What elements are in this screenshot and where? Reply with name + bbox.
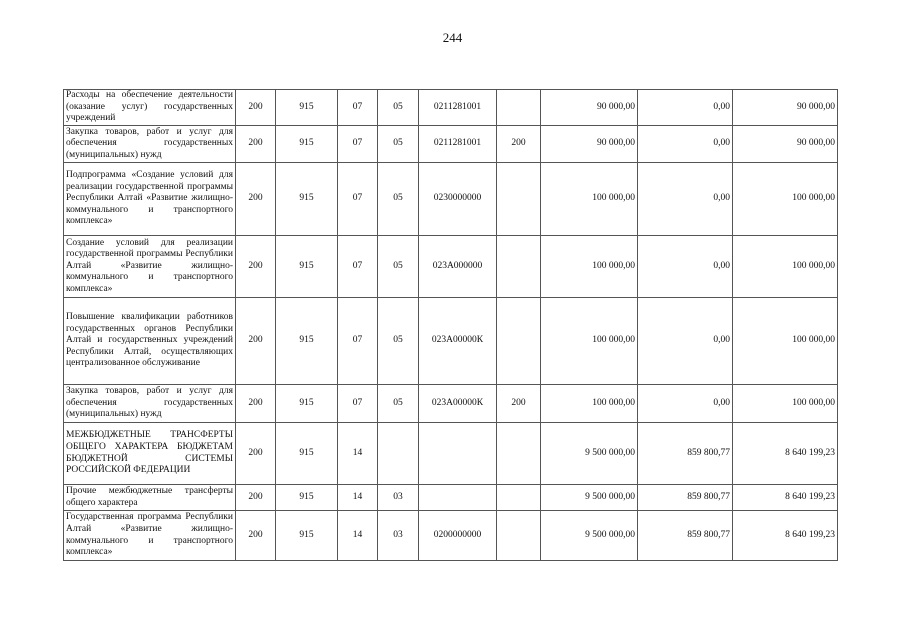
row-name: Расходы на обеспечение деятельности (оказание услуг) государственных учреждений	[64, 90, 236, 126]
target-article-code: 023А00000К	[419, 298, 497, 385]
expense-type-code	[497, 90, 541, 126]
executed-amount: 859 800,77	[638, 485, 733, 511]
expense-type-code	[497, 236, 541, 298]
row-name: Закупка товаров, работ и услуг для обеспечения государственных (муниципальных) нужд	[64, 126, 236, 163]
planned-amount: 90 000,00	[541, 90, 638, 126]
remaining-amount: 100 000,00	[733, 163, 838, 236]
glav-code: 915	[276, 385, 338, 423]
row-name: Государственная программа Республики Алтай «Развитие жилищно-коммунального и транспортного комплекса»	[64, 511, 236, 561]
remaining-amount: 8 640 199,23	[733, 511, 838, 561]
section-code: 14	[338, 511, 378, 561]
glav-code: 915	[276, 236, 338, 298]
remaining-amount: 90 000,00	[733, 126, 838, 163]
table-row	[64, 385, 838, 423]
row-name: Подпрограмма «Создание условий для реализации государственной программы Республики Алтай «Развитие жилищно-коммунального и транспортного комплекса»	[64, 163, 236, 236]
table-body	[64, 90, 838, 561]
ved-code: 200	[236, 485, 276, 511]
expense-type-code	[497, 485, 541, 511]
subsection-code: 05	[378, 385, 419, 423]
table-row	[64, 485, 838, 511]
subsection-code: 05	[378, 90, 419, 126]
target-article-code: 0211281001	[419, 126, 497, 163]
target-article-code: 023А00000К	[419, 385, 497, 423]
target-article-code: 0230000000	[419, 163, 497, 236]
planned-amount: 90 000,00	[541, 126, 638, 163]
remaining-amount: 8 640 199,23	[733, 423, 838, 485]
subsection-code: 05	[378, 163, 419, 236]
executed-amount: 0,00	[638, 236, 733, 298]
subsection-code: 03	[378, 511, 419, 561]
ved-code: 200	[236, 511, 276, 561]
expense-type-code: 200	[497, 385, 541, 423]
remaining-amount: 100 000,00	[733, 236, 838, 298]
table-row	[64, 236, 838, 298]
expense-type-code: 200	[497, 126, 541, 163]
planned-amount: 100 000,00	[541, 236, 638, 298]
row-name: Повышение квалификации работников государственных органов Республики Алтай и государственных учреждений Республики Алтай, осуществляющих централизованное обслуживание	[64, 298, 236, 385]
executed-amount: 0,00	[638, 126, 733, 163]
row-name: Закупка товаров, работ и услуг для обеспечения государственных (муниципальных) нужд	[64, 385, 236, 423]
section-code: 07	[338, 126, 378, 163]
glav-code: 915	[276, 126, 338, 163]
expense-type-code	[497, 298, 541, 385]
remaining-amount: 8 640 199,23	[733, 485, 838, 511]
target-article-code	[419, 423, 497, 485]
ved-code: 200	[236, 163, 276, 236]
section-code: 14	[338, 485, 378, 511]
ved-code: 200	[236, 385, 276, 423]
remaining-amount: 100 000,00	[733, 298, 838, 385]
section-code: 07	[338, 298, 378, 385]
executed-amount: 0,00	[638, 90, 733, 126]
expense-type-code	[497, 511, 541, 561]
table-row	[64, 511, 838, 561]
remaining-amount: 100 000,00	[733, 385, 838, 423]
remaining-amount: 90 000,00	[733, 90, 838, 126]
table-row	[64, 423, 838, 485]
executed-amount: 0,00	[638, 298, 733, 385]
target-article-code	[419, 485, 497, 511]
planned-amount: 100 000,00	[541, 385, 638, 423]
section-code: 07	[338, 236, 378, 298]
row-name: Прочие межбюджетные трансферты общего характера	[64, 485, 236, 511]
planned-amount: 9 500 000,00	[541, 511, 638, 561]
section-code: 07	[338, 385, 378, 423]
planned-amount: 9 500 000,00	[541, 485, 638, 511]
row-name: МЕЖБЮДЖЕТНЫЕ ТРАНСФЕРТЫ ОБЩЕГО ХАРАКТЕРА БЮДЖЕТАМ БЮДЖЕТНОЙ СИСТЕМЫ РОССИЙСКОЙ ФЕДЕРАЦИИ	[64, 423, 236, 485]
budget-table	[63, 89, 838, 561]
planned-amount: 9 500 000,00	[541, 423, 638, 485]
ved-code: 200	[236, 126, 276, 163]
table-row	[64, 90, 838, 126]
table-row	[64, 298, 838, 385]
executed-amount: 859 800,77	[638, 423, 733, 485]
executed-amount: 0,00	[638, 385, 733, 423]
glav-code: 915	[276, 511, 338, 561]
target-article-code: 023А000000	[419, 236, 497, 298]
subsection-code: 05	[378, 126, 419, 163]
glav-code: 915	[276, 423, 338, 485]
planned-amount: 100 000,00	[541, 298, 638, 385]
subsection-code: 05	[378, 298, 419, 385]
ved-code: 200	[236, 236, 276, 298]
table-row	[64, 126, 838, 163]
executed-amount: 0,00	[638, 163, 733, 236]
glav-code: 915	[276, 90, 338, 126]
expense-type-code	[497, 423, 541, 485]
ved-code: 200	[236, 298, 276, 385]
target-article-code: 0211281001	[419, 90, 497, 126]
glav-code: 915	[276, 298, 338, 385]
planned-amount: 100 000,00	[541, 163, 638, 236]
glav-code: 915	[276, 163, 338, 236]
subsection-code: 03	[378, 485, 419, 511]
subsection-code	[378, 423, 419, 485]
section-code: 14	[338, 423, 378, 485]
executed-amount: 859 800,77	[638, 511, 733, 561]
subsection-code: 05	[378, 236, 419, 298]
target-article-code: 0200000000	[419, 511, 497, 561]
row-name: Создание условий для реализации государственной программы Республики Алтай «Развитие жилищно-коммунального и транспортного комплекса»	[64, 236, 236, 298]
section-code: 07	[338, 163, 378, 236]
table-row	[64, 163, 838, 236]
ved-code: 200	[236, 423, 276, 485]
glav-code: 915	[276, 485, 338, 511]
ved-code: 200	[236, 90, 276, 126]
expense-type-code	[497, 163, 541, 236]
section-code: 07	[338, 90, 378, 126]
page-number: 244	[442, 30, 463, 45]
